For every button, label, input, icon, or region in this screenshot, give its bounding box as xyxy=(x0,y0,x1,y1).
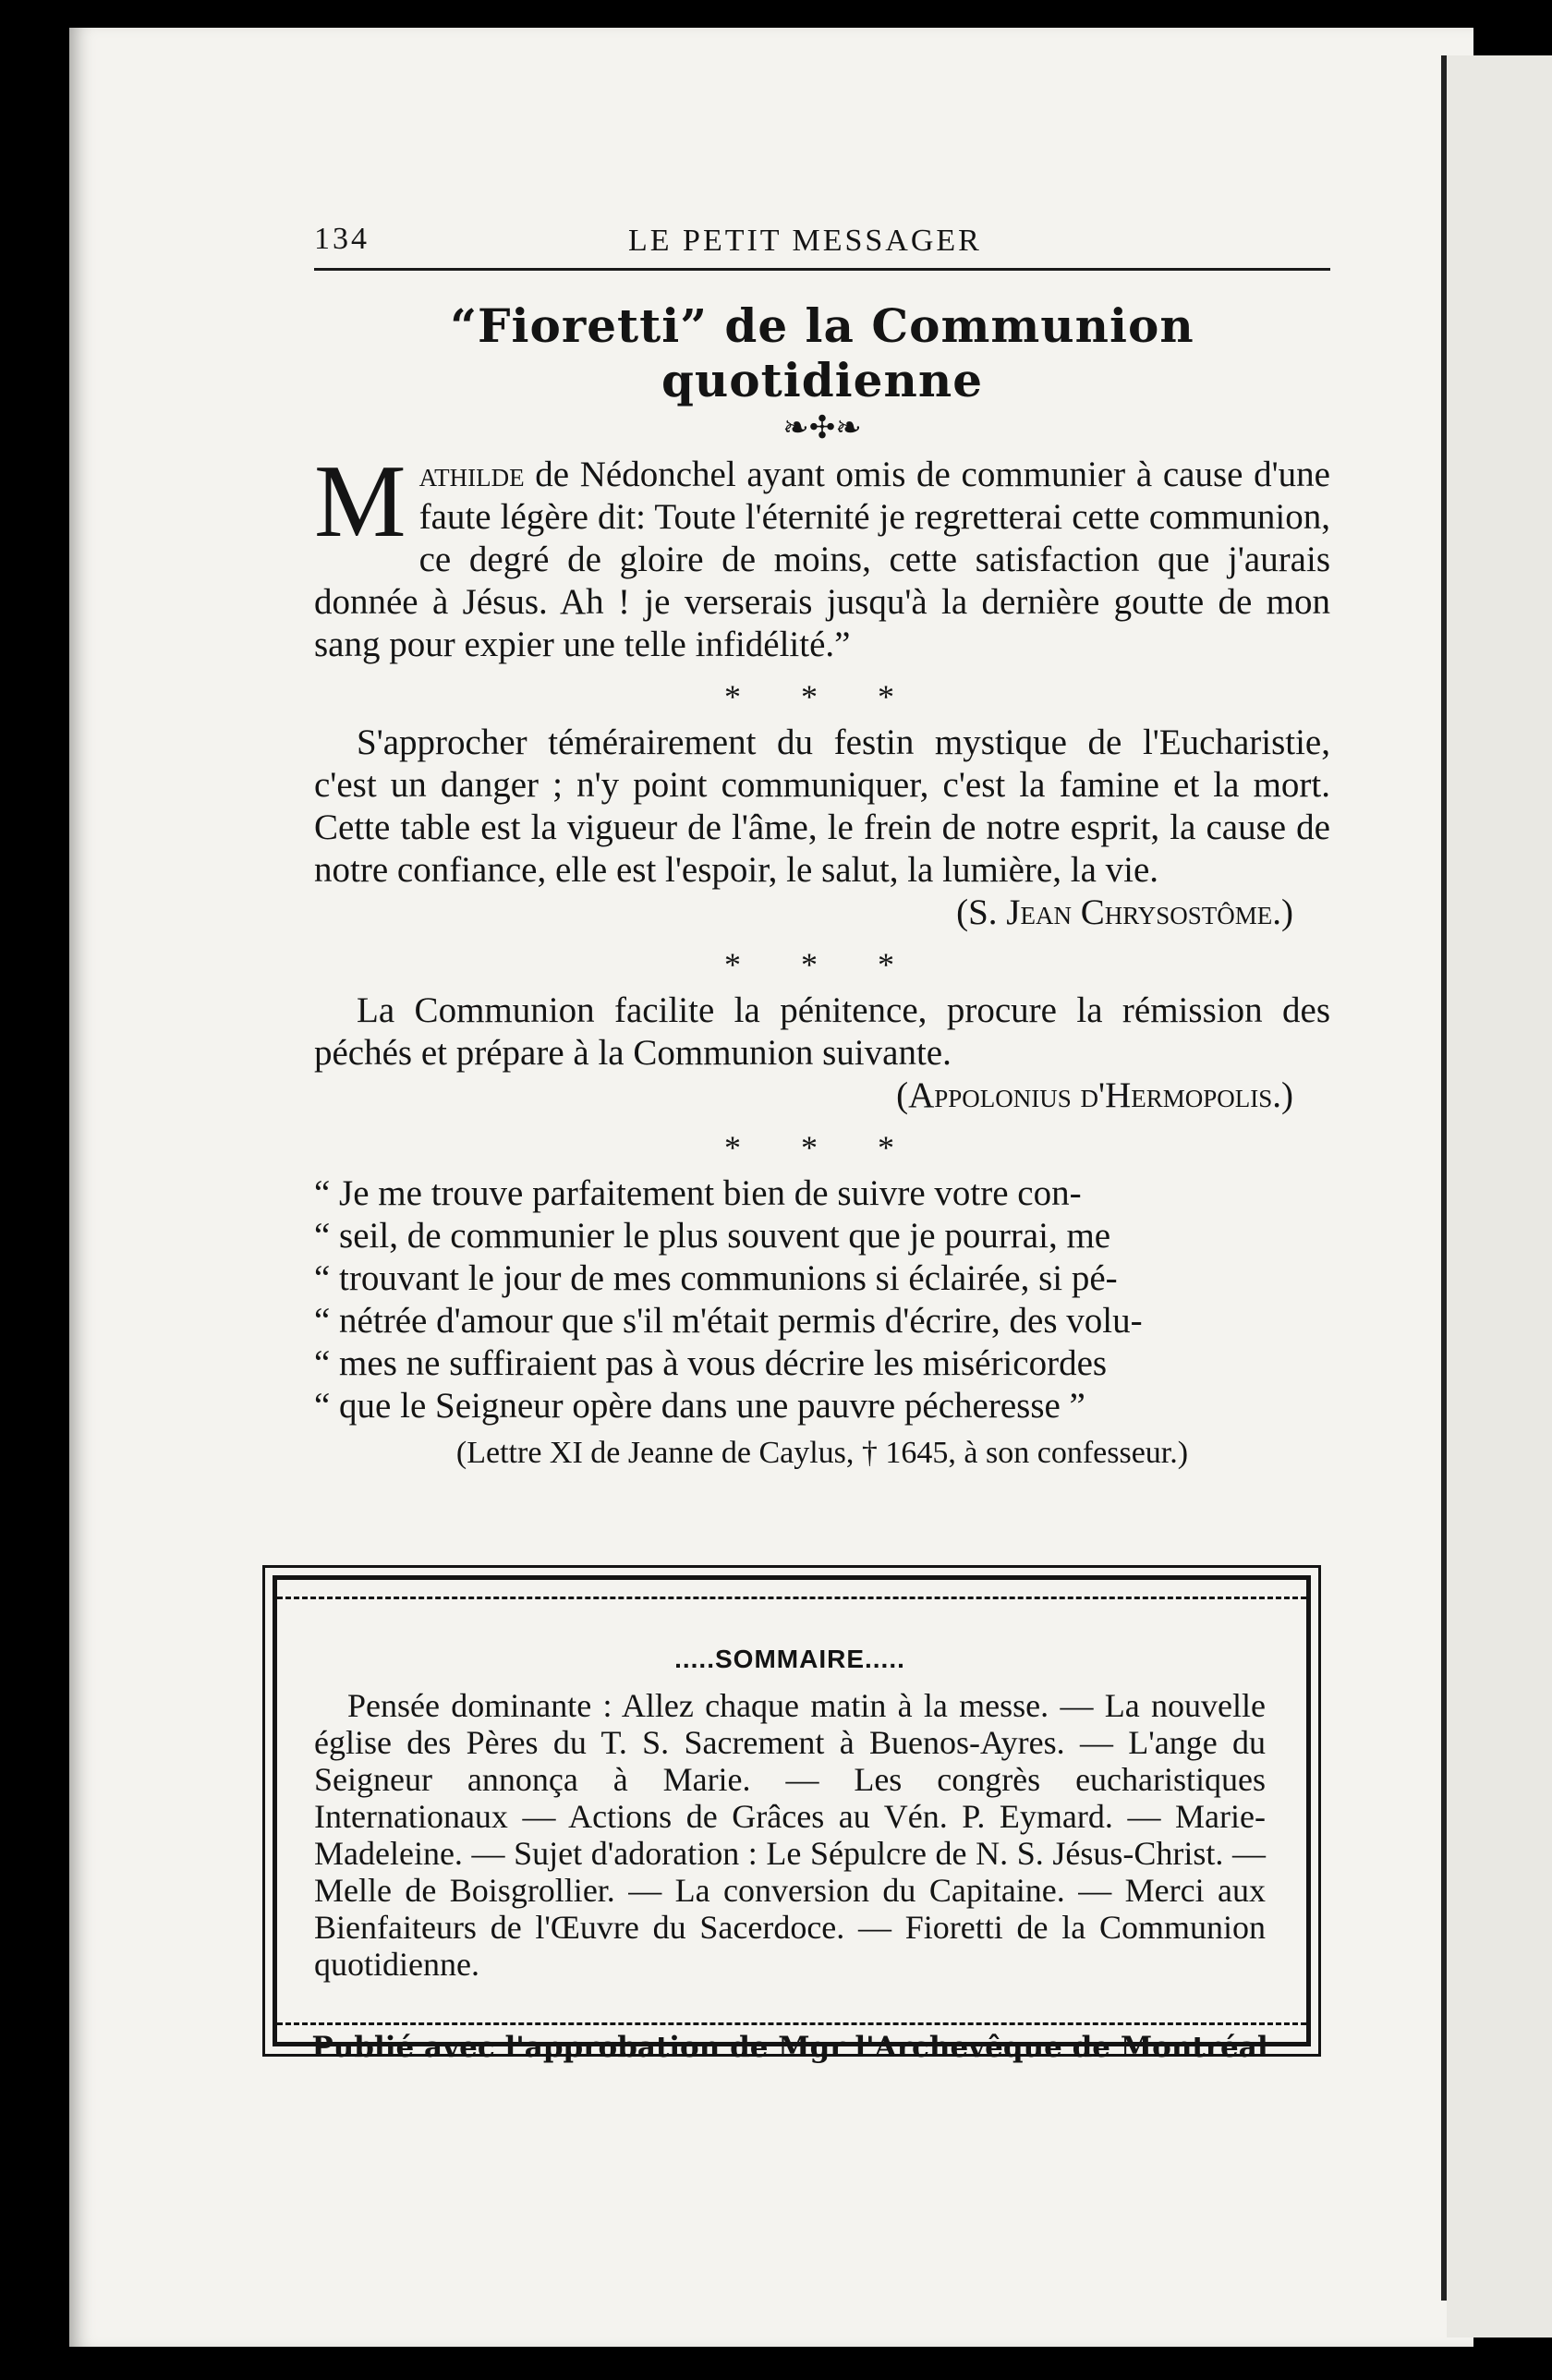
paragraph-text: de Nédonchel ayant omis de communier à cause d'une faute légère dit: Toute l'éternité je regretterai cette communion, ce degré de gloire de moins, cette satisfaction que j'aurais donnée à Jésus. Ah ! je verserais jusqu'à la dernière goutte de mon sang pour expier une telle infidélité.” xyxy=(314,455,1330,664)
page-number: 134 xyxy=(314,222,370,256)
attribution-appolonius: (Appolonius d'Hermopolis.) xyxy=(896,1075,1293,1115)
approbation-footer: Publié avec l'approbation de Mgr l'Archevêque de Montréal xyxy=(311,2031,1268,2064)
sommaire-box xyxy=(273,1575,1311,2046)
quote-line: “ trouvant le jour de mes communions si éclairée, si pé- xyxy=(314,1258,1118,1298)
quote-line: “ seil, de communier le plus souvent que je pourrai, me xyxy=(314,1216,1111,1256)
quote-line: “ nétrée d'amour que s'il m'était permis d'écrire, des volu- xyxy=(314,1301,1143,1341)
sommaire-text: Pensée dominante : Allez chaque matin à la messe. — La nouvelle église des Pères du T. S. Sacrement à Buenos-Ayres. — L'ange du Seigneur annonça à Marie. — Les congrès eucharistiques Internationaux — Actions de Grâces au Vén. P. Eymard. — Marie-Madeleine. — Sujet d'adoration : Le Sépulcre de N. S. Jésus-Christ. — Melle de Boisgrollier. — La conversion du Capitaine. — Merci aux Bienfaiteurs de l'Œuvre du Sacerdoce. — Fioretti de la Communion quotidienne. xyxy=(314,1687,1266,1983)
article-title: “Fioretti” de la Communion quotidienne xyxy=(450,298,1194,407)
page-content xyxy=(314,212,1330,1474)
sommaire-content xyxy=(314,1645,1266,1983)
quote-line: “ mes ne suffiraient pas à vous décrire les miséricordes xyxy=(314,1343,1108,1383)
small-caps-name: athilde xyxy=(418,455,525,494)
letter-quote xyxy=(314,1172,1330,1427)
paragraph-chrysostome: S'approcher témérairement du festin mystique de l'Eucharistie, c'est un danger ; n'y point communiquer, c'est la famine et la mort. Cette table est la vigueur de l'âme, le frein de notre esprit, la cause de notre confiance, elle est l'espoir, le salut, la lumière, la vie. xyxy=(314,722,1330,890)
adjacent-page xyxy=(1447,55,1552,2338)
running-title: LE PETIT MESSAGER xyxy=(628,224,982,258)
separator-stars: * * * xyxy=(724,946,920,983)
running-head xyxy=(314,212,1330,271)
paragraph-mathilde xyxy=(314,444,1330,666)
separator-stars: * * * xyxy=(724,678,920,715)
letter-source: (Lettre XI de Jeanne de Caylus, † 1645, à son confesseur.) xyxy=(455,1436,1189,1470)
quote-line: “ Je me trouve parfaitement bien de suivre votre con- xyxy=(314,1173,1082,1213)
ornament-icon: ❧✣❧ xyxy=(782,411,862,445)
drop-cap: M xyxy=(314,444,406,559)
quote-line: “ que le Seigneur opère dans une pauvre pécheresse ” xyxy=(314,1386,1085,1426)
sommaire-heading: .....SOMMAIRE..... xyxy=(674,1645,905,1673)
attribution-chrysostome: (S. Jean Chrysostôme.) xyxy=(956,892,1293,932)
separator-stars: * * * xyxy=(724,1129,920,1166)
paragraph-appolonius: La Communion facilite la pénitence, procure la rémission des péchés et prépare à la Communion suivante. xyxy=(314,990,1330,1073)
